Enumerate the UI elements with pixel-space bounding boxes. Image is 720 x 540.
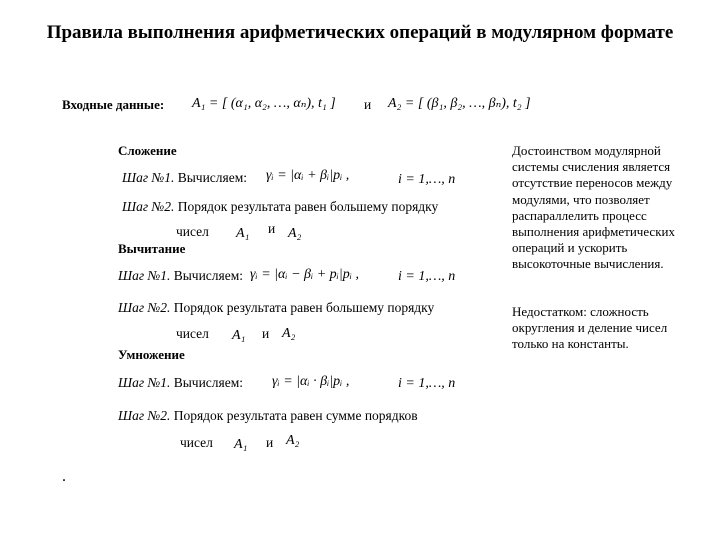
addition-a2: A₂ (288, 226, 302, 241)
addition-step2-text: Порядок результата равен большему порядку (177, 199, 439, 214)
subtraction-step1-text: Вычисляем: (173, 268, 244, 283)
addition-step1-formula: γᵢ = |αᵢ + βᵢ|pᵢ , (266, 168, 350, 183)
multiplication-step2-text: Порядок результата равен сумме порядков (173, 408, 418, 423)
multiplication-step2 (118, 408, 418, 424)
subtraction-step1-formula: γᵢ = |αᵢ − βᵢ + pᵢ|pᵢ , (250, 267, 359, 282)
subtraction-step2-text: Порядок результата равен большему порядку (173, 300, 435, 315)
formula-a2: A₂ = [ (β₁, β₂, …, βₙ), t₂ ] (388, 96, 531, 111)
addition-step2 (122, 199, 438, 215)
multiplication-step1-formula: γᵢ = |αᵢ · βᵢ|pᵢ , (272, 374, 350, 389)
subtraction-heading: Вычитание (118, 241, 186, 256)
note-advantage: Достоинством модулярной системы счисления является отсутствие переносов между модулями, что позволяет распараллелить процесс выполнения арифметических операций и ускорить высокоточные вычисления. (512, 143, 675, 272)
addition-step2-label: Шаг №2. (122, 199, 175, 214)
multiplication-numbers-word: чисел (180, 435, 213, 450)
subtraction-step2 (118, 300, 434, 316)
subtraction-and: и (262, 326, 270, 341)
formula-a1: A₁ = [ (α₁, α₂, …, αₙ), t₁ ] (192, 96, 336, 111)
multiplication-step1-text: Вычисляем: (173, 375, 244, 390)
addition-heading: Сложение (118, 143, 177, 158)
note-disadvantage: Недостатком: сложность округления и деление чисел только на константы. (512, 304, 668, 352)
addition-step1-label: Шаг №1. (122, 170, 175, 185)
addition-numbers-word: чисел (176, 224, 209, 239)
multiplication-step1-range: i = 1,…, n (398, 376, 456, 391)
subtraction-a1: A₁ (232, 328, 246, 343)
subtraction-step1-label: Шаг №1. (118, 268, 171, 283)
multiplication-and: и (266, 435, 274, 450)
addition-step1 (122, 170, 247, 186)
multiplication-a2: A₂ (286, 433, 300, 448)
page-title: Правила выполнения арифметических операций в модулярном формате (46, 22, 674, 43)
addition-a1: A₁ (236, 226, 250, 241)
addition-step1-text: Вычисляем: (177, 170, 248, 185)
addition-step1-range: i = 1,…, n (398, 172, 456, 187)
multiplication-step1 (118, 375, 243, 391)
multiplication-a1: A₁ (234, 437, 248, 452)
subtraction-step2-label: Шаг №2. (118, 300, 171, 315)
subtraction-step1 (118, 268, 243, 284)
subtraction-step1-range: i = 1,…, n (398, 269, 456, 284)
multiplication-heading: Умножение (118, 347, 185, 362)
multiplication-step2-label: Шаг №2. (118, 408, 171, 423)
subtraction-a2: A₂ (282, 326, 296, 341)
subtraction-numbers-word: чисел (176, 326, 209, 341)
input-and: и (364, 97, 372, 112)
trailing-mark: . (62, 468, 66, 485)
addition-and: и (268, 221, 276, 236)
multiplication-step1-label: Шаг №1. (118, 375, 171, 390)
input-label: Входные данные: (62, 97, 165, 112)
